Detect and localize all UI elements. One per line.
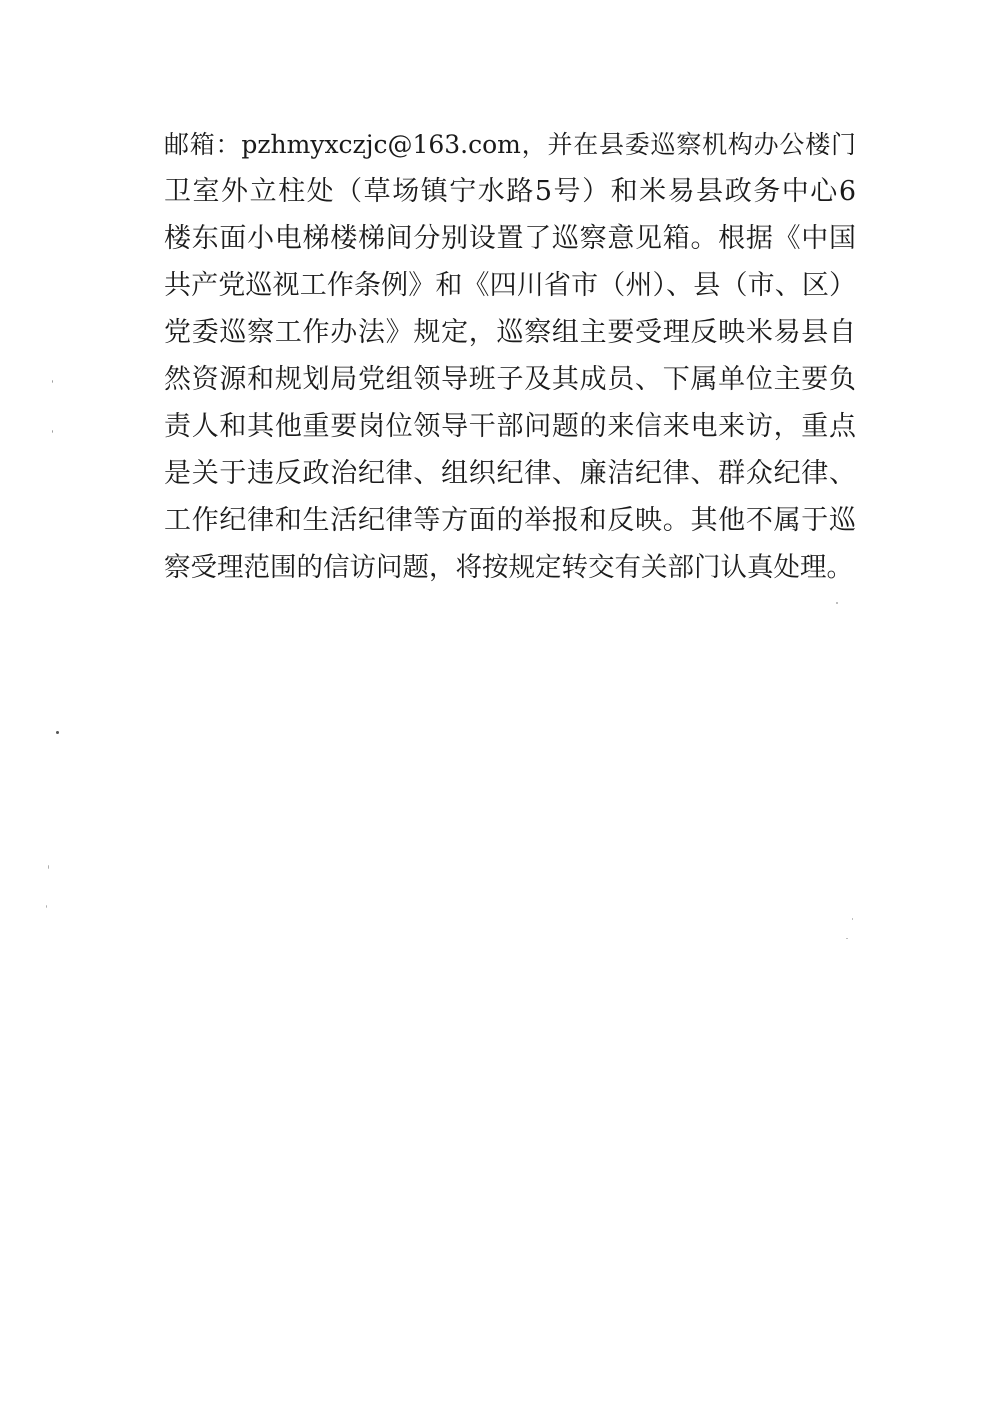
scan-speck	[852, 918, 853, 920]
scan-speck	[52, 430, 53, 433]
paragraph-line-9: 工作纪律和生活纪律等方面的举报和反映。其他不属于巡	[164, 505, 856, 536]
scan-speck	[52, 380, 53, 383]
paragraph-line-8: 是关于违反政治纪律、组织纪律、廉洁纪律、群众纪律、	[164, 458, 856, 489]
paragraph-line-4: 共产党巡视工作条例》和《四川省市（州）、县（市、区）	[164, 270, 856, 301]
paragraph-line-5: 党委巡察工作办法》规定，巡察组主要受理反映米易县自	[164, 317, 856, 348]
paragraph-line-3: 楼东面小电梯楼梯间分别设置了巡察意见箱。根据《中国	[164, 223, 856, 254]
scan-speck	[46, 905, 47, 908]
scan-speck	[836, 602, 838, 604]
paragraph-line-1: 邮箱：pzhmyxczjc@163.com，并在县委巡察机构办公楼门	[164, 130, 856, 159]
body-paragraph	[164, 121, 884, 591]
paragraph-line-6: 然资源和规划局党组领导班子及其成员、下属单位主要负	[164, 364, 856, 395]
scan-speck	[48, 865, 49, 869]
scan-speck	[846, 938, 848, 939]
paragraph-line-10: 察受理范围的信访问题，将按规定转交有关部门认真处理。	[164, 552, 853, 583]
paragraph-line-2: 卫室外立柱处（草场镇宁水路5号）和米易县政务中心6	[164, 176, 856, 207]
paragraph-line-7: 责人和其他重要岗位领导干部问题的来信来电来访，重点	[164, 411, 856, 442]
scan-speck	[56, 731, 59, 734]
